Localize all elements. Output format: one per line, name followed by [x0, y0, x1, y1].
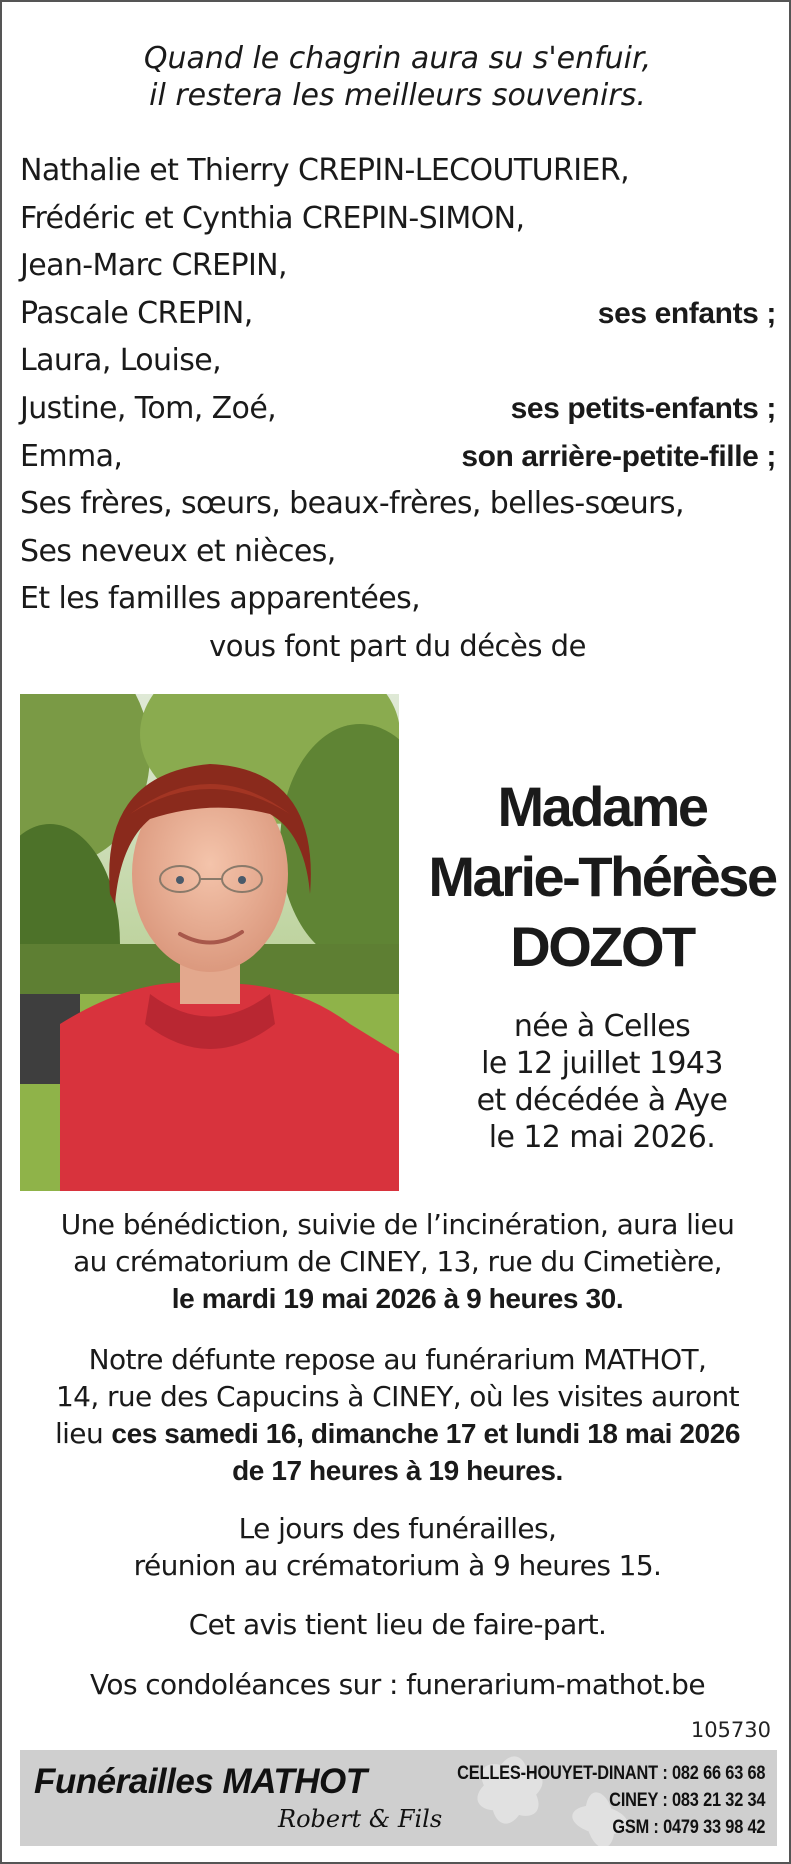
date-line: et décédée à Aye: [476, 1083, 728, 1118]
family-line: [20, 433, 776, 481]
notice-text: Cet avis tient lieu de faire-part.: [188, 1608, 607, 1641]
family-names: Ses neveux et nièces,: [20, 533, 336, 569]
visits-prefix: lieu: [54, 1417, 112, 1450]
visits-line: 14, rue des Capucins à CINEY, où les visites auront: [55, 1380, 740, 1413]
family-relation: son arrière-petite-fille ;: [461, 439, 776, 473]
family-relation: ses enfants ;: [597, 296, 776, 330]
visits-line: [2, 1415, 791, 1452]
family-names: Justine, Tom, Zoé,: [20, 390, 277, 426]
family-line: [20, 195, 776, 243]
visits-dates: ces samedi 16, dimanche 17 et lundi 18 mai 2026: [111, 1418, 741, 1449]
family-line: [20, 337, 776, 385]
contact-line: GSM : 0479 33 98 42: [612, 1817, 765, 1838]
family-names: Frédéric et Cynthia CREPIN-SIMON,: [20, 200, 525, 236]
intro-text: vous font part du décès de: [209, 629, 586, 663]
deceased-name: [412, 772, 791, 982]
family-line: [20, 385, 776, 433]
deceased-last-name: DOZOT: [510, 915, 694, 978]
funeral-home-name: Funérailles MATHOT: [34, 1762, 367, 1801]
family-relation: ses petits-enfants ;: [510, 391, 776, 425]
funeral-home-banner: [20, 1750, 777, 1846]
contact-line: CELLES-HOUYET-DINANT : 082 66 63 68: [456, 1763, 765, 1784]
family-names: Pascale CREPIN,: [20, 295, 253, 331]
condolences-text: Vos condoléances sur : funerarium-mathot.be: [90, 1668, 705, 1701]
portrait-illustration: [20, 694, 399, 1191]
motto-line: Quand le chagrin aura su s'enfuir,: [143, 41, 652, 76]
reference-number: 105730: [690, 1718, 771, 1742]
birth-death-dates: [412, 1008, 791, 1156]
family-line: [20, 290, 776, 338]
family-names: Et les familles apparentées,: [20, 581, 421, 617]
family-line: [20, 528, 776, 576]
funeral-home-subtitle: Robert & Fils: [278, 1805, 443, 1833]
family-names: Jean-Marc CREPIN,: [20, 248, 287, 284]
motto: [2, 40, 791, 114]
family-list: [20, 147, 776, 623]
visits-line: Notre défunte repose au funérarium MATHOT,: [88, 1343, 707, 1376]
portrait-photo: [20, 694, 399, 1191]
date-line: le 12 mai 2026.: [488, 1120, 716, 1155]
family-line: [20, 147, 776, 195]
date-line: née à Celles: [513, 1009, 691, 1044]
family-line: [20, 480, 776, 528]
family-names: Emma,: [20, 438, 123, 474]
contact-line: CINEY : 083 21 32 34: [608, 1790, 765, 1811]
family-names: Ses frères, sœurs, beaux-frères, belles-sœurs,: [20, 486, 684, 522]
visits-paragraph: [2, 1341, 791, 1489]
motto-line: il restera les meilleurs souvenirs.: [149, 78, 646, 113]
ceremony-line: Une bénédiction, suivie de l’incinération, aura lieu: [60, 1208, 735, 1241]
ceremony-paragraph: [2, 1206, 791, 1317]
contact-list: [407, 1760, 765, 1841]
family-names: Nathalie et Thierry CREPIN-LECOUTURIER,: [20, 153, 630, 188]
meeting-line: réunion au crématorium à 9 heures 15.: [133, 1549, 662, 1582]
deceased-first-name: Marie-Thérèse: [428, 845, 776, 908]
ceremony-date: le mardi 19 mai 2026 à 9 heures 30.: [171, 1283, 624, 1314]
deceased-title: Madame: [497, 775, 707, 838]
date-line: le 12 juillet 1943: [481, 1046, 723, 1081]
meeting-paragraph: [2, 1510, 791, 1584]
visits-hours: de 17 heures à 19 heures.: [232, 1455, 563, 1486]
meeting-line: Le jours des funérailles,: [238, 1512, 557, 1545]
family-line: [20, 242, 776, 290]
family-names: Laura, Louise,: [20, 343, 222, 379]
family-line: [20, 575, 776, 623]
ceremony-line: au crématorium de CINEY, 13, rue du Cimetière,: [73, 1245, 722, 1278]
